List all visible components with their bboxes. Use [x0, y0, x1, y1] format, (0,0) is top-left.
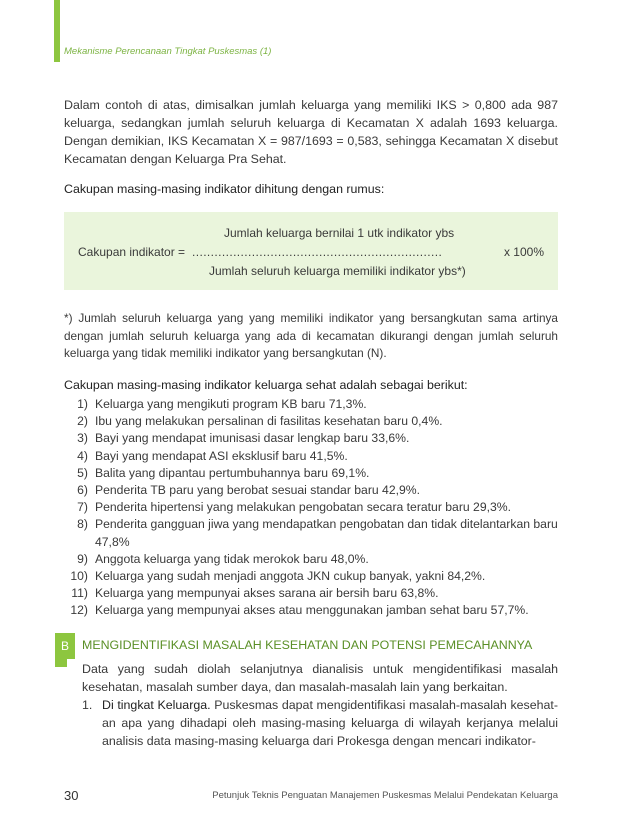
- footnote: *) Jumlah seluruh keluarga yang yang memiliki indikator yang bersangkutan sama artinya dengan jumlah seluruh keluarga yang ada di kecamatan dikurangi dengan jumlah seluruh keluarga yang tidak memiliki indikator yang bersangkutan (N).: [64, 311, 558, 360]
- list-heading: Cakupan masing-masing indikator keluarga sehat adalah sebagai berikut:: [64, 378, 468, 392]
- list-item-number: 8): [77, 517, 88, 532]
- list-item-text: Bayi yang mendapat imunisasi dasar lengkap baru 33,6%.: [95, 431, 410, 446]
- list-item: [64, 482, 558, 499]
- list-item-number: 1): [77, 397, 88, 411]
- list-item-number: 10): [70, 569, 88, 584]
- section-badge-tab: [55, 659, 67, 667]
- header-accent-bar: [54, 0, 60, 62]
- formula-fraction-line: ...................................................................: [192, 245, 443, 259]
- section-sub-item: [82, 696, 558, 750]
- section-title: MENGIDENTIFIKASI MASALAH KESEHATAN DAN POTENSI PEMECAHANNYA: [82, 638, 533, 652]
- list-item-number: 4): [77, 448, 88, 463]
- formula-denominator: Jumlah seluruh keluarga memiliki indikator ybs*): [209, 264, 466, 278]
- list-item-text: Ibu yang melakukan persalinan di fasilitas kesehatan baru 0,4%.: [95, 414, 443, 429]
- list-item-number: 3): [77, 431, 88, 446]
- list-item-number: 6): [77, 483, 88, 498]
- list-item-number: 9): [77, 551, 88, 566]
- list-item: [64, 413, 558, 430]
- list-item: [64, 465, 558, 482]
- list-item-text: Penderita gangguan jiwa yang mendapatkan pengobatan dan tidak ditelantarkan baru 47,8%: [95, 517, 558, 549]
- intro-paragraph: Dalam contoh di atas, dimisalkan jumlah keluarga yang memiliki IKS > 0,800 ada 987 keluarga, sedangkan jumlah seluruh keluarga di Kecamatan X adalah 1693 keluarga. Dengan demikian, IKS Kecamatan X = 987/1693 = 0,583, sehingga Kecamatan X disebut Kecamatan dengan Keluarga Pra Sehat.: [64, 98, 558, 166]
- list-item: [64, 499, 558, 516]
- list-item-number: 12): [70, 603, 88, 618]
- list-item-number: 11): [71, 586, 88, 601]
- list-item-text: Keluarga yang mengikuti program KB baru 71,3%.: [95, 397, 367, 411]
- list-item: [64, 396, 558, 413]
- list-item: [64, 516, 558, 550]
- section-letter-badge: B: [55, 633, 75, 659]
- footer-book-title: Petunjuk Teknis Penguatan Manajemen Puskesmas Melalui Pendekatan Keluarga: [212, 790, 558, 801]
- list-item-text: Balita yang dipantau pertumbuhannya baru 69,1%.: [95, 465, 370, 480]
- formula-heading: Cakupan masing-masing indikator dihitung dengan rumus:: [64, 182, 385, 196]
- running-title: Mekanisme Perencanaan Tingkat Puskesmas (1): [64, 46, 272, 57]
- list-item: [64, 568, 558, 585]
- list-item: [64, 448, 558, 465]
- sub-item-text: Puskesmas dapat mengidentifikasi masalah-masalah kesehat-an apa yang dihadapi oleh masing-masing keluarga di wilayah kerjanya melalui analisis data masing-masing keluarga dari Prokesga dengan mencari indikator-: [102, 698, 558, 748]
- section-paragraph: Data yang sudah diolah selanjutnya dianalisis untuk mengidentifikasi masalah kesehatan, masalah sumber daya, dan masalah-masalah lain yang berkaitan.: [82, 662, 558, 694]
- list-item: [64, 602, 558, 619]
- list-item-text: Keluarga yang mempunyai akses sarana air bersih baru 63,8%.: [95, 586, 439, 601]
- indicator-list: [64, 396, 558, 620]
- formula-numerator: Jumlah keluarga bernilai 1 utk indikator ybs: [224, 226, 455, 240]
- list-item: [64, 551, 558, 568]
- sub-item-number: 1.: [82, 698, 93, 712]
- list-item-number: 7): [77, 500, 88, 515]
- list-item-number: 5): [77, 465, 88, 480]
- list-item: [64, 585, 558, 602]
- formula-label: Cakupan indikator =: [78, 245, 186, 259]
- list-item-text: Anggota keluarga yang tidak merokok baru 48,0%.: [95, 551, 369, 566]
- list-item-text: Keluarga yang sudah menjadi anggota JKN cukup banyak, yakni 84,2%.: [95, 569, 486, 584]
- list-item-text: Penderita hipertensi yang melakukan pengobatan secara teratur baru 29,3%.: [95, 500, 511, 515]
- list-item-number: 2): [77, 414, 88, 429]
- page-number: 30: [64, 788, 79, 803]
- sub-item-heading: Di tingkat Keluarga.: [102, 698, 211, 712]
- list-item-text: Bayi yang mendapat ASI eksklusif baru 41,5%.: [95, 448, 348, 463]
- list-item: [64, 430, 558, 447]
- list-item-text: Keluarga yang mempunyai akses atau menggunakan jamban sehat baru 57,7%.: [95, 603, 529, 618]
- formula-box: [64, 212, 558, 290]
- formula-multiplier: x 100%: [503, 245, 544, 259]
- list-item-text: Penderita TB paru yang berobat sesuai standar baru 42,9%.: [95, 483, 420, 498]
